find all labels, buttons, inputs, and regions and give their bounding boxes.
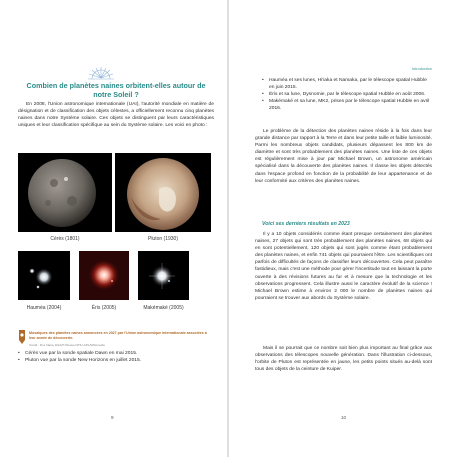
page-number: 9 [111, 415, 114, 420]
haumea-caption: Hauméa (2004) [26, 305, 62, 311]
page-number: 10 [341, 415, 347, 420]
results-subheading: Voici ses derniers résultats en 2023 [262, 221, 350, 227]
eris-caption: Éris (2005) [91, 305, 117, 311]
pluto-caption: Pluton (1930) [147, 236, 179, 242]
intro-paragraph: En 2008, l'Union astronomique internationale (UAI), l'autorité mondiale en matière de désignation et de classification des objets célestes, a officiellement reconnu cinq planètes naines dans notre Système solaire. Ces objets se distinguent par leurs caractéristiques uniques et leur classification spécifique au sein du Système solaire. Les voici en photo : [18, 102, 214, 129]
note-credit: Crédit : Doc Nasa, ESA/H.Weaver/JHU-APL/Wikimedia [29, 343, 105, 347]
section-title: Combien de planètes naines orbitent-elles autour de notre Soleil ? [26, 81, 206, 100]
photo-credits-list [18, 350, 214, 364]
list-item: • Makémaké et sa lune, MK2, prises par le télescope spatial Hubble en avril 2016. [262, 98, 432, 112]
ceres-caption: Cérès (1801) [50, 236, 80, 242]
makemake-caption: Makémaké (2005) [143, 305, 184, 311]
results-paragraph: Il y a 10 objets considérés comme étant presque certainement des planètes naines, 27 objets qui sont très probablement des planètes naines, 68 objets qui en sont potentiellement, 120 objets qui sont jugés comme étant probablement des planètes naines, et enfin 741 objets qui pourraient l'être. Les scientifiques ont parfois de difficultés de façons de classifier leurs découvertes. Cela peut paraître fastidieux, mais c'est une méthode pour gérer l'incertitude tout en laissant la porte ouverte à des révisions futures au fur et à mesure que la technologie et les observations progressent. Cela illustre aussi le caractère évolutif de la science ! Michael Brown estime à environ 2 000 le nombre de planètes naines qui pourraient se trouver aux abords du Système solaire. [255, 232, 432, 301]
list-item: • Hauméa et ses lunes, Hi'iaka et Namaka, par le télescope spatial Hubble en juin 2015. [262, 77, 432, 91]
running-head: Introduction [412, 67, 432, 71]
bookmark-icon [18, 330, 26, 344]
haumea-photo [18, 251, 70, 300]
list-item: • Cérès vue par la sonde spatiale Dawn en mai 2015. [18, 350, 214, 357]
sunrise-ornament-icon [86, 66, 116, 80]
ceres-photo [18, 153, 112, 232]
detection-paragraph: Le problème de la détection des planètes naines réside à la fois dans leur grande distance par rapport à la Terre et dans leur petite taille et faible luminosité. Parmi les nombreux objets candidats, plusieurs dépassent les 800 km de diamètre et sont très probablement des planètes naines. Une liste de ces objets est régulièrement mise à jour par Michael Brown, un astronome américain spécialisé dans la découverte des planètes naines. Il classe les objets détectés dans l'espace profond en fonction de la probabilité de leur appartenance et de leur conformité aux critères des planètes naines. [255, 129, 432, 184]
pluto-photo [115, 153, 211, 232]
eris-photo [79, 251, 129, 300]
right-page [229, 0, 457, 457]
list-item: • Pluton vue par la sonde New Horizons en juillet 2015. [18, 357, 214, 364]
makemake-photo [138, 251, 189, 300]
closing-paragraph: Mais il se pourrait que ce nombre soit bien plus important au final grâce aux observations des télescopes nouvelle génération. Dans l'illustration ci-dessous, l'orbite de Pluton est représentée en jaune, les petits points situés au-delà sont tous des objets de la ceinture de Kuiper. [255, 346, 432, 373]
photo-credits-list-continued [262, 77, 432, 112]
list-item: • Éris et sa lune, Dysnomie, par le télescope spatial Hubble en août 2006. [262, 91, 432, 98]
note-text: Mosaïques des planètes naines annoncées en 2027 par l'Union astronomique internationale associées à leur année de découverte. [29, 331, 207, 340]
left-page [0, 0, 227, 457]
